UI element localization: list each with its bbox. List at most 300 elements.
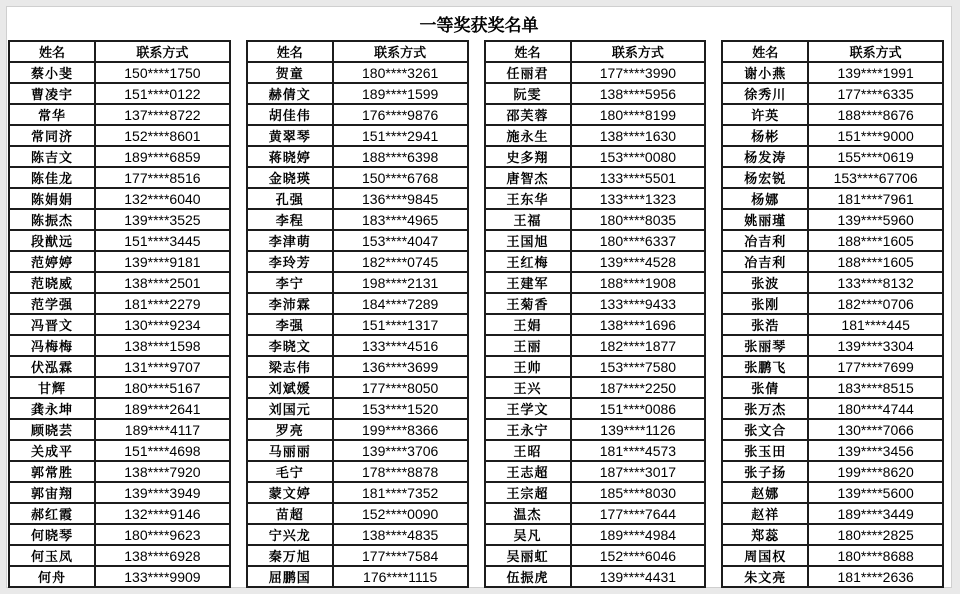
- winner-name-cell: 冯晋文: [9, 314, 95, 335]
- table-row: [485, 230, 706, 251]
- winner-contact-cell: 182****0706: [808, 293, 943, 314]
- winner-name-cell: 冶吉利: [722, 230, 808, 251]
- winner-contact-cell: 139****3706: [333, 440, 468, 461]
- winner-name-cell: 秦万旭: [247, 545, 333, 566]
- winner-name-cell: 王兴: [485, 377, 571, 398]
- table-row: [485, 545, 706, 566]
- winner-contact-cell: 139****9181: [95, 251, 230, 272]
- winner-name-cell: 蒋晓婷: [247, 146, 333, 167]
- table-row: [9, 356, 230, 377]
- winner-name-cell: 蔡小斐: [9, 62, 95, 83]
- winner-name-cell: 李沛霖: [247, 293, 333, 314]
- winner-contact-cell: 180****8035: [571, 209, 706, 230]
- table-row: [9, 335, 230, 356]
- winner-contact-cell: 139****5960: [808, 209, 943, 230]
- winner-name-cell: 王学文: [485, 398, 571, 419]
- table-row: [485, 566, 706, 587]
- table-row: [247, 146, 468, 167]
- winner-name-cell: 王建军: [485, 272, 571, 293]
- table-row: [722, 146, 943, 167]
- winner-contact-cell: 132****6040: [95, 188, 230, 209]
- winner-name-cell: 施永生: [485, 125, 571, 146]
- winner-name-cell: 何玉凤: [9, 545, 95, 566]
- winners-table-2: [246, 40, 469, 588]
- table-row: [485, 356, 706, 377]
- table-row: [485, 188, 706, 209]
- header-row: [9, 41, 230, 62]
- winner-contact-cell: 181****7352: [333, 482, 468, 503]
- winner-contact-cell: 187****2250: [571, 377, 706, 398]
- table-row: [247, 251, 468, 272]
- winner-name-cell: 许英: [722, 104, 808, 125]
- winner-contact-cell: 133****4516: [333, 335, 468, 356]
- table-row: [722, 83, 943, 104]
- column-header-name: 姓名: [485, 41, 571, 62]
- winner-name-cell: 王国旭: [485, 230, 571, 251]
- winner-contact-cell: 181****4573: [571, 440, 706, 461]
- table-row: [247, 314, 468, 335]
- table-row: [9, 377, 230, 398]
- winner-name-cell: 常华: [9, 104, 95, 125]
- table-row: [9, 545, 230, 566]
- winner-name-cell: 李宁: [247, 272, 333, 293]
- table-row: [485, 251, 706, 272]
- winner-name-cell: 温杰: [485, 503, 571, 524]
- winner-name-cell: 胡佳伟: [247, 104, 333, 125]
- table-row: [247, 62, 468, 83]
- winner-contact-cell: 180****8199: [571, 104, 706, 125]
- table-row: [247, 104, 468, 125]
- table-row: [9, 104, 230, 125]
- table-row: [722, 230, 943, 251]
- winner-contact-cell: 180****8688: [808, 545, 943, 566]
- table-row: [722, 398, 943, 419]
- winner-contact-cell: 139****3949: [95, 482, 230, 503]
- table-row: [247, 440, 468, 461]
- winner-name-cell: 毛宁: [247, 461, 333, 482]
- winner-name-cell: 伏泓霖: [9, 356, 95, 377]
- table-row: [722, 251, 943, 272]
- winner-name-cell: 郭常胜: [9, 461, 95, 482]
- table-row: [247, 83, 468, 104]
- winner-name-cell: 王东华: [485, 188, 571, 209]
- winners-table-1: [8, 40, 231, 588]
- header-row: [247, 41, 468, 62]
- winner-name-cell: 陈娟娟: [9, 188, 95, 209]
- winner-name-cell: 张丽琴: [722, 335, 808, 356]
- winner-contact-cell: 138****1598: [95, 335, 230, 356]
- winner-contact-cell: 189****6859: [95, 146, 230, 167]
- table-row: [247, 419, 468, 440]
- winner-name-cell: 任丽君: [485, 62, 571, 83]
- table-row: [9, 167, 230, 188]
- winner-contact-cell: 153****4047: [333, 230, 468, 251]
- winner-contact-cell: 138****2501: [95, 272, 230, 293]
- winner-name-cell: 杨发涛: [722, 146, 808, 167]
- winner-contact-cell: 185****8030: [571, 482, 706, 503]
- winner-name-cell: 陈振杰: [9, 209, 95, 230]
- winner-name-cell: 郭宙翔: [9, 482, 95, 503]
- column-header-name: 姓名: [9, 41, 95, 62]
- winner-contact-cell: 183****4965: [333, 209, 468, 230]
- table-row: [9, 125, 230, 146]
- winner-contact-cell: 132****9146: [95, 503, 230, 524]
- table-row: [485, 398, 706, 419]
- winner-name-cell: 屈鹏国: [247, 566, 333, 587]
- table-row: [247, 524, 468, 545]
- table-row: [9, 461, 230, 482]
- table-row: [9, 62, 230, 83]
- winner-name-cell: 张波: [722, 272, 808, 293]
- column-header-name: 姓名: [722, 41, 808, 62]
- winner-contact-cell: 155****0619: [808, 146, 943, 167]
- winner-contact-cell: 189****4117: [95, 419, 230, 440]
- winner-contact-cell: 152****0090: [333, 503, 468, 524]
- table-row: [247, 272, 468, 293]
- table-row: [247, 230, 468, 251]
- winner-name-cell: 郑蕊: [722, 524, 808, 545]
- winner-name-cell: 范婷婷: [9, 251, 95, 272]
- table-row: [485, 377, 706, 398]
- table-row: [485, 83, 706, 104]
- winners-table-3: [484, 40, 707, 588]
- table-row: [9, 419, 230, 440]
- winner-name-cell: 常同济: [9, 125, 95, 146]
- winner-name-cell: 王永宁: [485, 419, 571, 440]
- winner-name-cell: 刘斌媛: [247, 377, 333, 398]
- winner-contact-cell: 176****9876: [333, 104, 468, 125]
- winner-contact-cell: 139****1126: [571, 419, 706, 440]
- winner-contact-cell: 188****1605: [808, 251, 943, 272]
- winner-contact-cell: 131****9707: [95, 356, 230, 377]
- table-row: [722, 566, 943, 587]
- table-row: [9, 209, 230, 230]
- table-row: [485, 146, 706, 167]
- table-row: [9, 566, 230, 587]
- winner-contact-cell: 176****1115: [333, 566, 468, 587]
- table-row: [247, 125, 468, 146]
- winner-contact-cell: 183****8515: [808, 377, 943, 398]
- winner-contact-cell: 181****7961: [808, 188, 943, 209]
- table-row: [485, 272, 706, 293]
- winner-name-cell: 李晓文: [247, 335, 333, 356]
- winner-contact-cell: 188****1605: [808, 230, 943, 251]
- winner-contact-cell: 180****2825: [808, 524, 943, 545]
- winner-name-cell: 吴凡: [485, 524, 571, 545]
- winner-contact-cell: 181****2279: [95, 293, 230, 314]
- winner-contact-cell: 180****3261: [333, 62, 468, 83]
- winner-name-cell: 郝红霞: [9, 503, 95, 524]
- winner-name-cell: 徐秀川: [722, 83, 808, 104]
- winner-contact-cell: 188****8676: [808, 104, 943, 125]
- winner-name-cell: 龚永坤: [9, 398, 95, 419]
- winner-name-cell: 何晓琴: [9, 524, 95, 545]
- table-row: [9, 230, 230, 251]
- header-row: [722, 41, 943, 62]
- table-row: [247, 461, 468, 482]
- winner-name-cell: 王红梅: [485, 251, 571, 272]
- table-row: [247, 566, 468, 587]
- winner-name-cell: 王志超: [485, 461, 571, 482]
- table-row: [247, 356, 468, 377]
- winner-contact-cell: 151****1317: [333, 314, 468, 335]
- winner-name-cell: 李玲芳: [247, 251, 333, 272]
- table-row: [9, 251, 230, 272]
- tables-container: [8, 40, 944, 588]
- winners-table-4: [721, 40, 944, 588]
- winner-contact-cell: 184****7289: [333, 293, 468, 314]
- winner-contact-cell: 180****4744: [808, 398, 943, 419]
- table-row: [247, 188, 468, 209]
- table-row: [485, 314, 706, 335]
- table-row: [9, 146, 230, 167]
- table-row: [9, 272, 230, 293]
- winner-name-cell: 梁志伟: [247, 356, 333, 377]
- winner-name-cell: 朱文亮: [722, 566, 808, 587]
- winner-name-cell: 蒙文婷: [247, 482, 333, 503]
- winner-name-cell: 王娟: [485, 314, 571, 335]
- winner-name-cell: 李程: [247, 209, 333, 230]
- winner-contact-cell: 138****1696: [571, 314, 706, 335]
- table-row: [722, 524, 943, 545]
- table-row: [247, 398, 468, 419]
- table-row: [722, 503, 943, 524]
- winner-contact-cell: 133****9909: [95, 566, 230, 587]
- winner-contact-cell: 133****9433: [571, 293, 706, 314]
- table-row: [722, 188, 943, 209]
- winner-contact-cell: 182****1877: [571, 335, 706, 356]
- winner-contact-cell: 188****1908: [571, 272, 706, 293]
- winner-contact-cell: 153****7580: [571, 356, 706, 377]
- table-row: [9, 503, 230, 524]
- table-row: [247, 545, 468, 566]
- winner-name-cell: 周国权: [722, 545, 808, 566]
- winner-name-cell: 马丽丽: [247, 440, 333, 461]
- winner-name-cell: 唐智杰: [485, 167, 571, 188]
- winner-name-cell: 顾晓芸: [9, 419, 95, 440]
- table-row: [485, 419, 706, 440]
- table-row: [247, 293, 468, 314]
- winner-contact-cell: 180****9623: [95, 524, 230, 545]
- winner-name-cell: 罗亮: [247, 419, 333, 440]
- table-row: [485, 293, 706, 314]
- table-row: [722, 125, 943, 146]
- winner-name-cell: 冯梅梅: [9, 335, 95, 356]
- winner-name-cell: 王宗超: [485, 482, 571, 503]
- winner-contact-cell: 150****1750: [95, 62, 230, 83]
- winner-name-cell: 张文合: [722, 419, 808, 440]
- table-row: [9, 314, 230, 335]
- winner-contact-cell: 152****6046: [571, 545, 706, 566]
- winner-contact-cell: 151****4698: [95, 440, 230, 461]
- table-row: [9, 83, 230, 104]
- winner-name-cell: 王帅: [485, 356, 571, 377]
- winner-contact-cell: 180****6337: [571, 230, 706, 251]
- winner-contact-cell: 136****9845: [333, 188, 468, 209]
- winner-name-cell: 苗超: [247, 503, 333, 524]
- winner-contact-cell: 189****2641: [95, 398, 230, 419]
- winner-contact-cell: 139****3456: [808, 440, 943, 461]
- winner-name-cell: 张刚: [722, 293, 808, 314]
- table-row: [9, 524, 230, 545]
- winner-contact-cell: 177****8516: [95, 167, 230, 188]
- winner-contact-cell: 138****6928: [95, 545, 230, 566]
- winner-name-cell: 甘辉: [9, 377, 95, 398]
- table-row: [9, 398, 230, 419]
- column-header-contact: 联系方式: [808, 41, 943, 62]
- winner-contact-cell: 188****6398: [333, 146, 468, 167]
- table-row: [485, 461, 706, 482]
- winner-name-cell: 赫倩文: [247, 83, 333, 104]
- winner-contact-cell: 151****9000: [808, 125, 943, 146]
- winner-name-cell: 张浩: [722, 314, 808, 335]
- winner-contact-cell: 181****2636: [808, 566, 943, 587]
- winner-contact-cell: 177****7584: [333, 545, 468, 566]
- winner-contact-cell: 136****3699: [333, 356, 468, 377]
- winner-name-cell: 陈佳龙: [9, 167, 95, 188]
- winner-name-cell: 黄翠琴: [247, 125, 333, 146]
- winner-contact-cell: 189****4984: [571, 524, 706, 545]
- table-row: [485, 209, 706, 230]
- winner-name-cell: 张倩: [722, 377, 808, 398]
- winner-name-cell: 杨娜: [722, 188, 808, 209]
- column-header-contact: 联系方式: [571, 41, 706, 62]
- winner-contact-cell: 139****4431: [571, 566, 706, 587]
- winner-name-cell: 王福: [485, 209, 571, 230]
- table-row: [247, 167, 468, 188]
- winner-name-cell: 王丽: [485, 335, 571, 356]
- column-header-name: 姓名: [247, 41, 333, 62]
- winner-contact-cell: 139****4528: [571, 251, 706, 272]
- winner-contact-cell: 153****67706: [808, 167, 943, 188]
- winner-contact-cell: 199****8620: [808, 461, 943, 482]
- table-row: [722, 104, 943, 125]
- table-row: [9, 188, 230, 209]
- table-row: [485, 104, 706, 125]
- table-row: [722, 440, 943, 461]
- winner-contact-cell: 138****1630: [571, 125, 706, 146]
- winner-contact-cell: 177****8050: [333, 377, 468, 398]
- winner-name-cell: 王菊香: [485, 293, 571, 314]
- winner-contact-cell: 139****3304: [808, 335, 943, 356]
- winner-contact-cell: 153****0080: [571, 146, 706, 167]
- winner-contact-cell: 181****445: [808, 314, 943, 335]
- winner-contact-cell: 177****7644: [571, 503, 706, 524]
- winner-name-cell: 贺童: [247, 62, 333, 83]
- table-row: [9, 440, 230, 461]
- winner-contact-cell: 199****8366: [333, 419, 468, 440]
- table-row: [722, 209, 943, 230]
- table-row: [722, 356, 943, 377]
- winner-contact-cell: 152****8601: [95, 125, 230, 146]
- winner-name-cell: 金晓瑛: [247, 167, 333, 188]
- winner-contact-cell: 180****5167: [95, 377, 230, 398]
- table-row: [9, 293, 230, 314]
- table-row: [722, 377, 943, 398]
- winner-contact-cell: 138****7920: [95, 461, 230, 482]
- table-row: [247, 335, 468, 356]
- winner-contact-cell: 139****3525: [95, 209, 230, 230]
- winner-contact-cell: 130****9234: [95, 314, 230, 335]
- winner-contact-cell: 177****7699: [808, 356, 943, 377]
- table-row: [722, 272, 943, 293]
- winner-name-cell: 孔强: [247, 188, 333, 209]
- winner-name-cell: 李强: [247, 314, 333, 335]
- winner-contact-cell: 151****0122: [95, 83, 230, 104]
- table-row: [722, 419, 943, 440]
- winner-name-cell: 张万杰: [722, 398, 808, 419]
- winner-contact-cell: 151****2941: [333, 125, 468, 146]
- table-row: [9, 482, 230, 503]
- winner-contact-cell: 133****5501: [571, 167, 706, 188]
- winner-name-cell: 杨宏锐: [722, 167, 808, 188]
- table-row: [722, 62, 943, 83]
- winner-name-cell: 陈吉文: [9, 146, 95, 167]
- document-sheet: [6, 6, 952, 588]
- table-row: [722, 314, 943, 335]
- page-title: 一等奖获奖名单: [419, 16, 539, 36]
- winner-name-cell: 杨彬: [722, 125, 808, 146]
- table-row: [722, 335, 943, 356]
- winner-contact-cell: 133****8132: [808, 272, 943, 293]
- winner-contact-cell: 189****1599: [333, 83, 468, 104]
- table-row: [485, 440, 706, 461]
- winner-contact-cell: 137****8722: [95, 104, 230, 125]
- table-row: [485, 62, 706, 83]
- winner-name-cell: 邵芙蓉: [485, 104, 571, 125]
- winner-name-cell: 谢小燕: [722, 62, 808, 83]
- winner-contact-cell: 138****5956: [571, 83, 706, 104]
- winner-name-cell: 曹凌宇: [9, 83, 95, 104]
- header-row: [485, 41, 706, 62]
- winner-contact-cell: 139****1991: [808, 62, 943, 83]
- table-row: [722, 293, 943, 314]
- winner-name-cell: 姚丽瑾: [722, 209, 808, 230]
- table-row: [485, 125, 706, 146]
- winner-contact-cell: 177****3990: [571, 62, 706, 83]
- winner-name-cell: 范学强: [9, 293, 95, 314]
- winner-contact-cell: 189****3449: [808, 503, 943, 524]
- table-row: [722, 482, 943, 503]
- winner-name-cell: 段猷远: [9, 230, 95, 251]
- table-row: [485, 167, 706, 188]
- table-row: [247, 503, 468, 524]
- table-row: [485, 482, 706, 503]
- winner-contact-cell: 182****0745: [333, 251, 468, 272]
- winner-name-cell: 宁兴龙: [247, 524, 333, 545]
- table-row: [485, 524, 706, 545]
- winner-name-cell: 张鹏飞: [722, 356, 808, 377]
- winner-name-cell: 冶吉利: [722, 251, 808, 272]
- winner-name-cell: 王昭: [485, 440, 571, 461]
- winner-name-cell: 何舟: [9, 566, 95, 587]
- winner-contact-cell: 130****7066: [808, 419, 943, 440]
- table-row: [722, 167, 943, 188]
- winner-name-cell: 赵娜: [722, 482, 808, 503]
- table-row: [247, 377, 468, 398]
- winner-name-cell: 张玉田: [722, 440, 808, 461]
- winner-name-cell: 刘国元: [247, 398, 333, 419]
- winner-name-cell: 张子扬: [722, 461, 808, 482]
- winner-name-cell: 伍振虎: [485, 566, 571, 587]
- table-row: [722, 545, 943, 566]
- winner-contact-cell: 139****5600: [808, 482, 943, 503]
- table-row: [485, 503, 706, 524]
- winner-contact-cell: 151****3445: [95, 230, 230, 251]
- winner-name-cell: 李津萌: [247, 230, 333, 251]
- winner-name-cell: 吴丽虹: [485, 545, 571, 566]
- winner-contact-cell: 177****6335: [808, 83, 943, 104]
